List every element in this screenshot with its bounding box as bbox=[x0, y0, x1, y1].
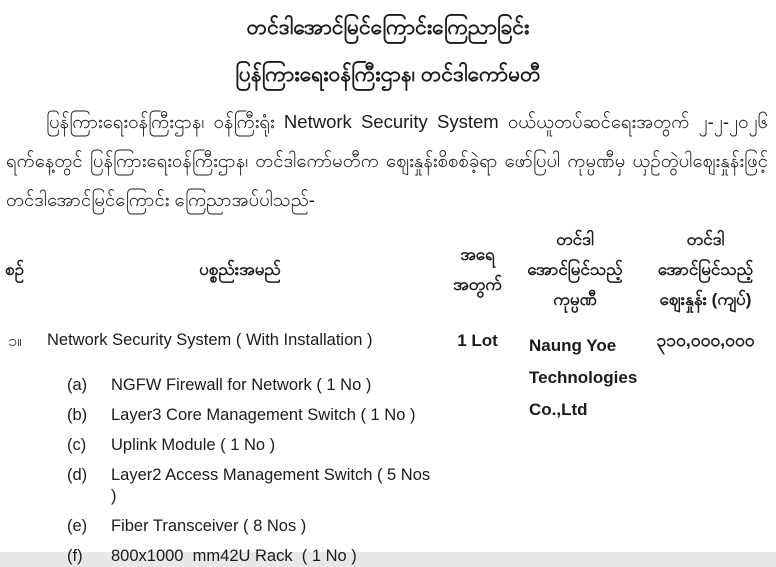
header-price-line2: အောင်မြင်သည့် bbox=[657, 260, 754, 279]
row-winning-company bbox=[515, 330, 638, 567]
sub-item bbox=[47, 435, 440, 456]
sub-item-label: (a) bbox=[67, 376, 88, 394]
header-quantity-line2: အတွက် bbox=[453, 275, 502, 294]
sub-item-text: Layer3 Core Management Switch ( 1 No ) bbox=[111, 406, 416, 424]
sub-item bbox=[47, 375, 440, 396]
row-quantity: 1 Lot bbox=[457, 331, 498, 350]
header-item-name bbox=[40, 224, 440, 316]
header-serial-label: စဉ် bbox=[5, 260, 24, 279]
header-price-line1: တင်ဒါ bbox=[686, 230, 725, 249]
sub-item-text: Layer2 Access Management Switch ( 5 Nos ) bbox=[111, 466, 435, 505]
header-item-name-label: ပစ္စည်းအမည် bbox=[199, 260, 281, 279]
header-price-line3: ဈေးနှုန်း (ကျပ်) bbox=[659, 290, 752, 309]
sub-item bbox=[47, 546, 440, 567]
header-quantity bbox=[440, 224, 515, 316]
header-winning-price bbox=[635, 224, 776, 316]
sub-item-text: Fiber Transceiver ( 8 Nos ) bbox=[111, 517, 307, 535]
row-item-cell bbox=[40, 330, 440, 567]
row-serial: ၁။ bbox=[8, 333, 22, 350]
header-company-line2: အောင်မြင်သည့် bbox=[527, 260, 623, 279]
sub-item-label: (b) bbox=[67, 406, 88, 424]
document-title-line1: တင်ဒါအောင်မြင်ကြောင်းကြေညာခြင်း bbox=[246, 16, 530, 39]
sub-item-text: Uplink Module ( 1 No ) bbox=[111, 436, 276, 454]
sub-item bbox=[47, 405, 440, 426]
header-company-line3: ကုမ္ပဏီ bbox=[553, 290, 597, 309]
table-header-row bbox=[0, 224, 776, 316]
document-title-line2: ပြန်ကြားရေးဝန်ကြီးဌာန၊ တင်ဒါကော်မတီ bbox=[235, 63, 541, 86]
company-name-line1: Naung Yoe bbox=[529, 336, 617, 355]
sub-item-label: (d) bbox=[67, 466, 88, 484]
intro-paragraph: ပြန်ကြားရေးဝန်ကြီးဌာန၊ ဝန်ကြီးရုံး Network Security System ဝယ်ယူတပ်ဆင်ရေးအတွက် ၂-၂-၂၀၂၆ ရက်နေ့တွင် ပြန်ကြားရေးဝန်ကြီးဌာန၊ တင်ဒါကော်မတီက ဈေးနှုန်းစိစစ်ခဲ့ရာ ဖော်ပြပါ ကုမ္ပဏီမှ ယှဉ်တွဲပါဈေးနှုန်းဖြင့် တင်ဒါအောင်မြင်ကြောင်း ကြေညာအပ်ပါသည်- bbox=[6, 111, 768, 210]
header-company-line1: တင်ဒါ bbox=[556, 230, 594, 249]
sub-item-text: NGFW Firewall for Network ( 1 No ) bbox=[111, 376, 372, 394]
sub-item-label: (f) bbox=[67, 547, 83, 565]
header-serial bbox=[0, 224, 40, 316]
company-name-line2: Technologies bbox=[529, 368, 638, 387]
sub-item-label: (c) bbox=[67, 436, 87, 454]
header-quantity-line1: အရေ bbox=[460, 245, 495, 264]
sub-item-label: (e) bbox=[67, 517, 88, 535]
sub-item bbox=[47, 465, 440, 507]
row-winning-price: ၃၁၀,၀၀၀,၀၀၀ bbox=[656, 330, 755, 350]
row-item-name: Network Security System ( With Installation ) bbox=[47, 331, 373, 349]
table-row bbox=[0, 330, 776, 567]
company-name-line3: Co.,Ltd bbox=[529, 400, 588, 419]
header-winning-company bbox=[515, 224, 635, 316]
sub-item-text: 800x1000 mm42U Rack ( 1 No ) bbox=[111, 547, 357, 565]
sub-item bbox=[47, 516, 440, 537]
